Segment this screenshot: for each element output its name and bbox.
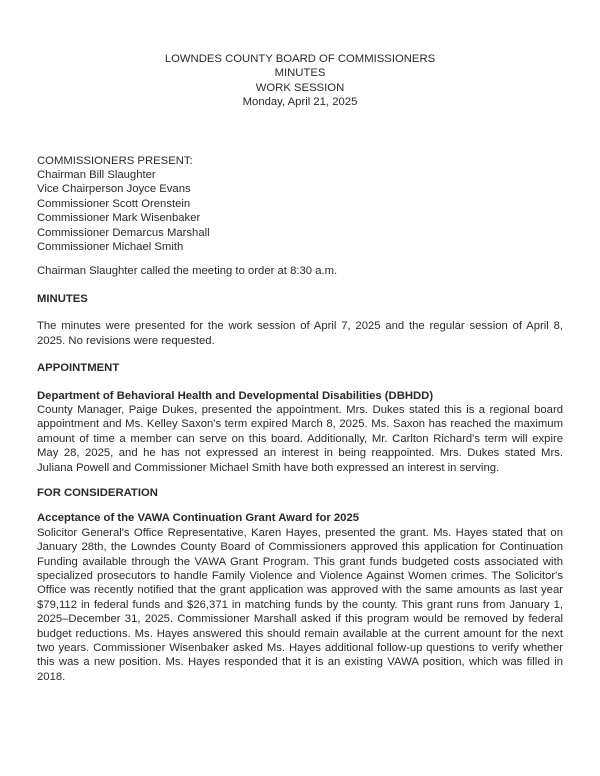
call-to-order-statement: Chairman Slaughter called the meeting to order at 8:30 a.m.	[37, 265, 338, 278]
document-header	[37, 52, 563, 110]
doc-title: LOWNDES COUNTY BOARD OF COMMISSIONERS	[164, 53, 436, 65]
attendee-commissioner-marshall: Commissioner Demarcus Marshall	[37, 226, 210, 239]
minutes-paragraph: The minutes were presented for the work session of April 7, 2025 and the regular session of April 8, 2025. No revisions were requested.	[37, 320, 563, 347]
attendee-vice-chairperson: Vice Chairperson Joyce Evans	[37, 183, 191, 196]
section-heading-minutes: MINUTES	[37, 292, 88, 305]
doc-session-type: WORK SESSION	[255, 81, 345, 94]
appointment-item-dbhdd	[37, 389, 563, 475]
attendance-label: COMMISSIONERS PRESENT:	[37, 154, 193, 167]
item-title-vawa-grant: Acceptance of the VAWA Continuation Grant Award for 2025	[37, 512, 360, 525]
section-heading-appointment: APPOINTMENT	[37, 362, 120, 375]
attendance-section	[37, 154, 563, 255]
doc-date: Monday, April 21, 2025	[242, 96, 358, 109]
item-title-dbhdd: Department of Behavioral Health and Developmental Disabilities (DBHDD)	[37, 389, 434, 402]
vawa-grant-paragraph: Solicitor General's Office Representative, Karen Hayes, presented the grant. Ms. Hayes stated that on January 28th, the Lowndes County Board of Commissioners approved this application for Continuation Funding available through the VAWA Grant Program. This grant funds budgeted costs associated with specialized prosecutors to handle Family Violence and Violence Against Women crimes. The Solicitor's Office was recently notified that the grant application was approved with the same amounts as last year $79,112 in federal funds and $26,371 in matching funds by the county. This grant runs from January 1, 2025–December 31, 2025. Commissioner Marshall asked if this program would be removed by federal budget reductions. Ms. Hayes answered this should remain available at the current amount for the next two years. Commissioner Wisenbaker asked Ms. Hayes additional follow-up questions to verify whether this was a new position. Ms. Hayes responded that it is an existing VAWA position, which was filled in 2018.	[37, 526, 563, 683]
attendee-commissioner-smith: Commissioner Michael Smith	[37, 241, 184, 254]
doc-subtitle-minutes: MINUTES	[274, 67, 326, 80]
attendee-chairman: Chairman Bill Slaughter	[37, 169, 156, 182]
section-heading-for-consideration: FOR CONSIDERATION	[37, 486, 158, 499]
attendee-commissioner-wisenbaker: Commissioner Mark Wisenbaker	[37, 212, 201, 225]
attendee-commissioner-orenstein: Commissioner Scott Orenstein	[37, 197, 191, 210]
consideration-item-vawa	[37, 511, 563, 684]
dbhdd-paragraph: County Manager, Paige Dukes, presented the appointment. Mrs. Dukes stated this is a regional board appointment and Ms. Kelley Saxon's term expired March 8, 2025. Ms. Saxon has reached the maximum amount of time a member can serve on this board. Additionally, Mr. Carlton Richard's term will expire May 28, 2025, and he has not expressed an interest in being reappointed. Mrs. Dukes stated Mrs. Juliana Powell and Commissioner Michael Smith have both expressed an interest in serving.	[37, 403, 563, 474]
